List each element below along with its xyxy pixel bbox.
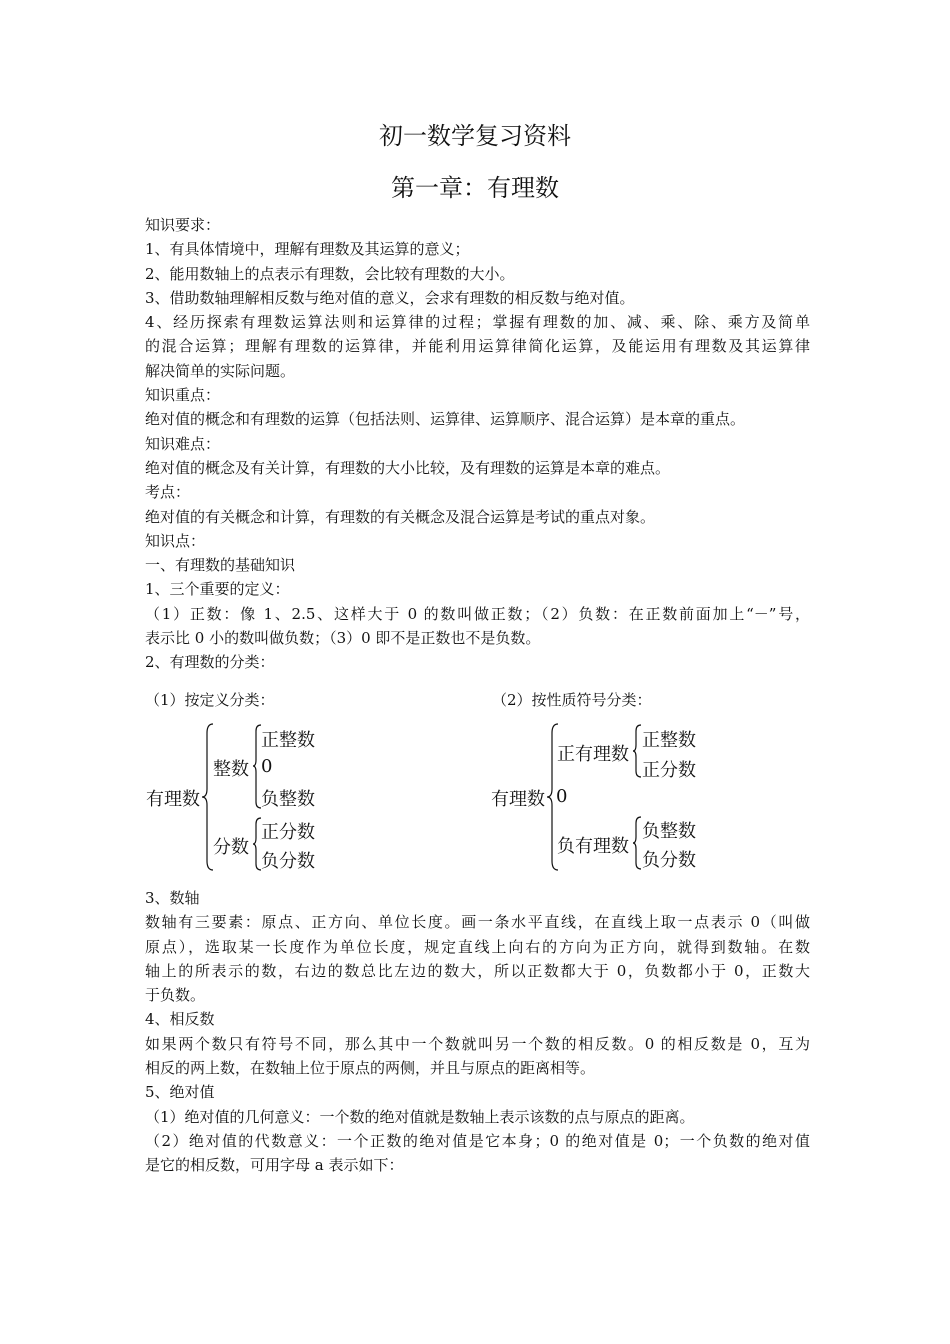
req-item-4-line-3: 解决简单的实际问题。	[145, 361, 296, 380]
class-right-title: （2）按性质符号分类：	[492, 691, 652, 709]
number-axis-line-2: 原点），选取某一长度作为单位长度，规定直线上向右的方向为正方向，就得到数轴。在数	[145, 937, 810, 956]
right-negative-brace	[632, 816, 642, 870]
absolute-algebraic-line-1: （2）绝对值的代数意义：一个正数的绝对值是它本身；0 的绝对值是 0；一个负数的绝对值	[145, 1131, 810, 1150]
definitions-line-1: （1）正数：像 1、2.5、这样大于 0 的数叫做正数；（2）负数：在正数前面加上“－”号，	[145, 604, 810, 623]
number-axis-line-4: 于负数。	[145, 986, 206, 1005]
right-positive-fraction: 正分数	[642, 760, 696, 781]
left-negative-fraction: 负分数	[261, 851, 315, 872]
req-item-2: 2、能用数轴上的点表示有理数，会比较有理数的大小。	[145, 264, 515, 283]
definitions-line-2: 表示比 0 小的数叫做负数；（3）0 即不是正数也不是负数。	[145, 629, 541, 648]
number-axis-line-3: 轴上的所表示的数，右边的数总比左边的数大，所以正数都大于 0，负数都小于 0，正数大	[145, 961, 810, 980]
right-positive-integer: 正整数	[642, 730, 696, 751]
left-positive-integer: 正整数	[261, 730, 315, 751]
left-root-label: 有理数	[146, 789, 200, 810]
right-zero: 0	[556, 786, 568, 807]
document-title: 初一数学复习资料	[379, 122, 571, 150]
exam-text: 绝对值的有关概念和计算，有理数的有关概念及混合运算是考试的重点对象。	[145, 507, 656, 526]
content-lower	[145, 886, 810, 1178]
difficulty-heading: 知识难点：	[145, 434, 221, 453]
opposite-heading: 4、相反数	[145, 1010, 215, 1029]
opposite-line-2: 相反的两上数，在数轴上位于原点的两侧，并且与原点的距离相等。	[145, 1059, 596, 1078]
definitions-heading: 1、三个重要的定义：	[145, 580, 290, 599]
classification-heading: 2、有理数的分类：	[145, 653, 275, 672]
key-text: 绝对值的概念和有理数的运算（包括法则、运算律、运算顺序、混合运算）是本章的重点。	[145, 410, 746, 429]
content-upper	[145, 213, 810, 675]
req-item-4-line-1: 4、经历探索有理数运算法则和运算律的过程；掌握有理数的加、减、乘、除、乘方及简单	[145, 313, 810, 332]
left-integer-label: 整数	[213, 759, 249, 780]
chapter-title: 第一章：有理数	[391, 174, 559, 202]
number-axis-heading: 3、数轴	[145, 889, 200, 907]
number-axis-line-1: 数轴有三要素：原点、正方向、单位长度。画一条水平直线，在直线上取一点表示 0（叫做	[145, 913, 810, 932]
req-item-3: 3、借助数轴理解相反数与绝对值的意义，会求有理数的相反数与绝对值。	[145, 288, 635, 307]
left-negative-integer: 负整数	[261, 789, 315, 810]
right-negative-rational-label: 负有理数	[557, 836, 629, 857]
req-item-4-line-2: 的混合运算；理解有理数的运算律，并能利用运算律简化运算，及能运用有理数及其运算律	[145, 337, 810, 356]
right-positive-rational-label: 正有理数	[557, 744, 629, 765]
right-negative-integer: 负整数	[642, 821, 696, 842]
absolute-heading: 5、绝对值	[145, 1083, 215, 1102]
req-heading: 知识要求：	[145, 216, 221, 234]
absolute-algebraic-line-2: 是它的相反数，可用字母 a 表示如下：	[145, 1156, 404, 1175]
opposite-line-1: 如果两个数只有符号不同，那么其中一个数就叫另一个数的相反数。0 的相反数是 0，互为	[145, 1034, 810, 1053]
right-negative-fraction: 负分数	[642, 850, 696, 871]
right-positive-brace	[632, 724, 642, 778]
difficulty-text: 绝对值的概念及有关计算，有理数的大小比较，及有理数的运算是本章的难点。	[145, 458, 671, 477]
left-positive-fraction: 正分数	[261, 822, 315, 843]
absolute-geometric: （1）绝对值的几何意义：一个数的绝对值就是数轴上表示该数的点与原点的距离。	[145, 1107, 695, 1126]
knowledge-points-heading: 知识点：	[145, 531, 206, 550]
section-1-heading: 一、有理数的基础知识	[145, 556, 296, 575]
exam-heading: 考点：	[145, 483, 191, 502]
class-left-title: （1）按定义分类：	[145, 691, 275, 709]
right-root-label: 有理数	[491, 789, 545, 810]
req-item-1: 1、有具体情境中，理解有理数及其运算的意义；	[145, 240, 470, 259]
left-zero: 0	[261, 756, 273, 777]
key-heading: 知识重点：	[145, 386, 221, 405]
left-fraction-label: 分数	[213, 837, 249, 858]
